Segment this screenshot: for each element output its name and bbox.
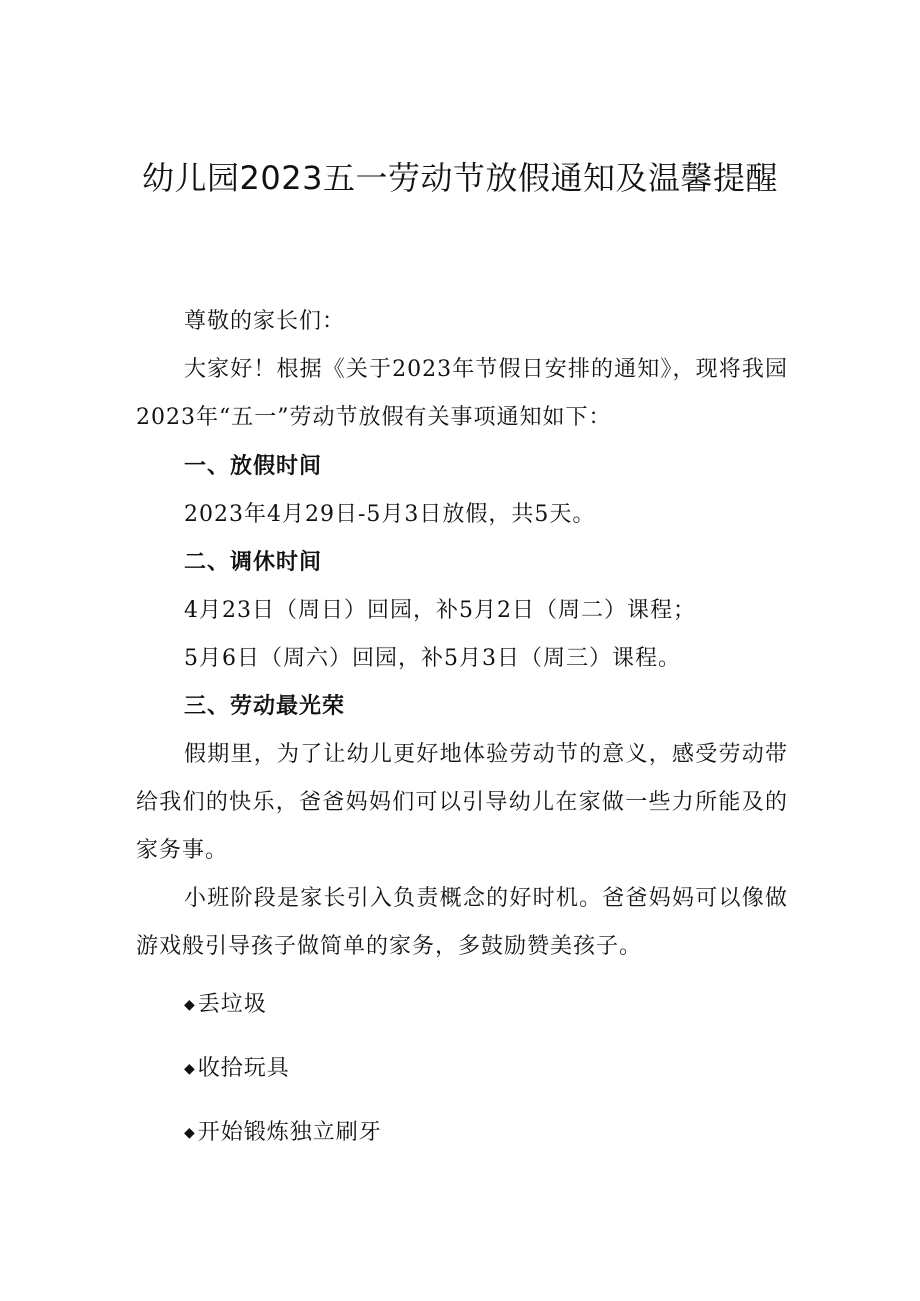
makeup-line-2: 5月6日（周六）回园，补5月3日（周三）课程。 [184, 646, 681, 671]
diamond-icon: ◆ [184, 997, 196, 1013]
list-item-text: 收拾玩具 [197, 1056, 290, 1081]
section-heading-labor: 三、劳动最光荣 [184, 694, 346, 719]
makeup-line-1: 4月23日（周日）回园，补5月2日（周二）课程； [184, 598, 696, 623]
document-title: 幼儿园2023五一劳动节放假通知及温馨提醒 [142, 159, 778, 197]
list-item [184, 1045, 290, 1093]
list-item-text: 开始锻炼独立刷牙 [197, 1120, 382, 1145]
section-heading-holiday: 一、放假时间 [184, 454, 323, 479]
list-item [184, 981, 267, 1029]
salutation: 尊敬的家长们： [184, 309, 346, 334]
list-item [184, 1109, 382, 1157]
holiday-dates-line: 2023年4月29日-5月3日放假，共5天。 [184, 502, 596, 527]
diamond-icon: ◆ [184, 1061, 196, 1077]
labor-paragraph-1: 假期里，为了让幼儿更好地体验劳动节的意义，感受劳动带给我们的快乐，爸爸妈妈们可以引导幼儿在家做一些力所能及的家务事。 [136, 742, 788, 863]
intro-paragraph: 大家好！根据《关于2023年节假日安排的通知》，现将我园2023年“五一”劳动节放假有关事项通知如下： [136, 357, 788, 430]
section-heading-makeup: 二、调休时间 [184, 550, 323, 575]
labor-paragraph-2: 小班阶段是家长引入负责概念的好时机。爸爸妈妈可以像做游戏般引导孩子做简单的家务，多鼓励赞美孩子。 [136, 886, 788, 959]
list-item-text: 丢垃圾 [197, 992, 267, 1017]
diamond-icon: ◆ [184, 1125, 196, 1141]
